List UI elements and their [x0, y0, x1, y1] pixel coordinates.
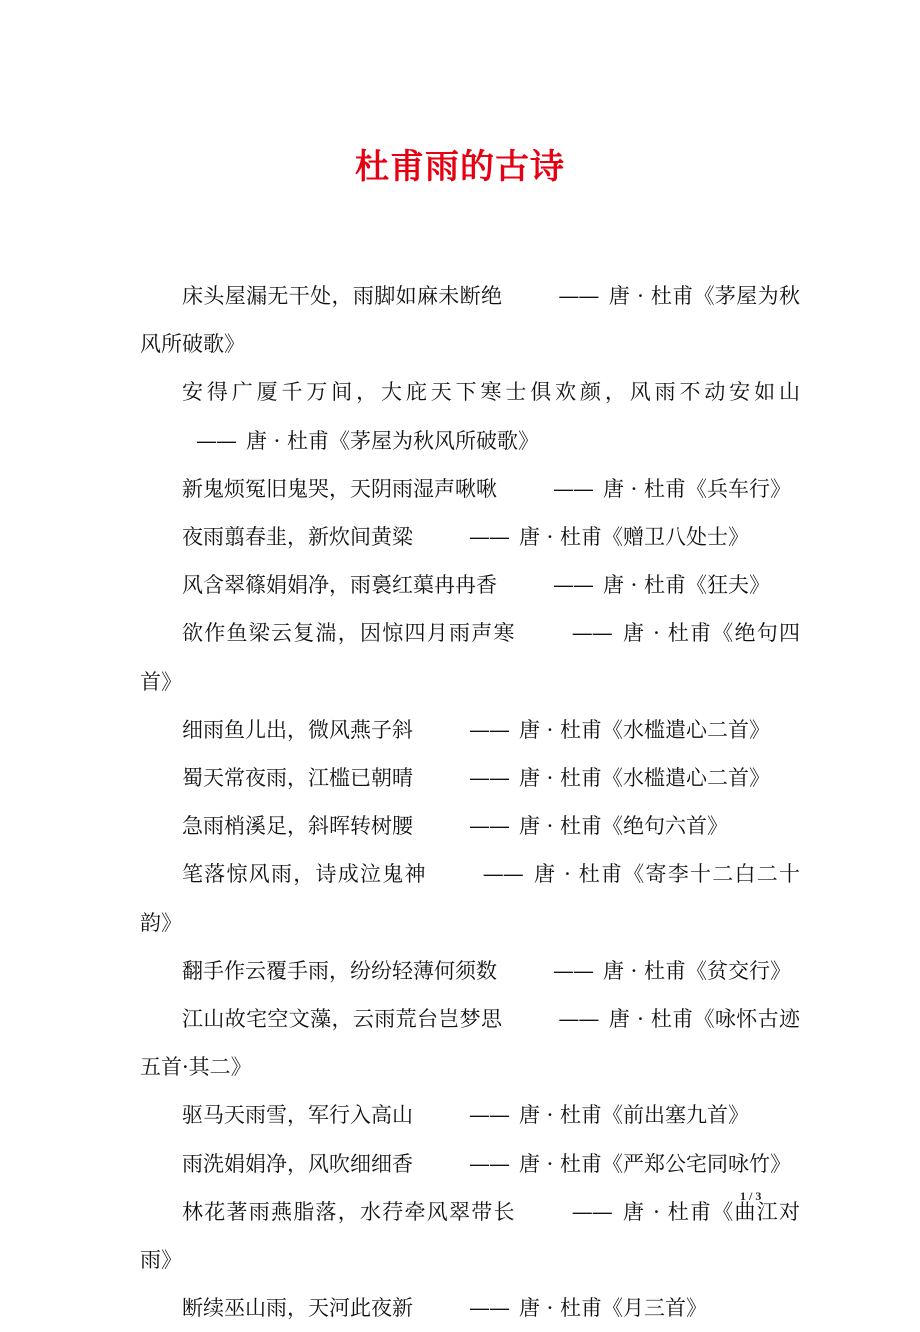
- author-label: 唐 · 杜甫: [519, 814, 603, 839]
- author-label: 唐 · 杜甫: [603, 476, 687, 501]
- verse-text: 林花著雨燕脂落，水荇牵风翠带长: [182, 1199, 516, 1224]
- poem-source: 《狂夫》: [686, 573, 771, 598]
- verse-text: 雨洗娟娟净，风吹细细香: [182, 1151, 413, 1176]
- poem-list: [140, 272, 800, 1332]
- attribution-dash: ——: [469, 1296, 509, 1321]
- verse-text: 夜雨翦春韭，新炊间黄粱: [182, 525, 413, 550]
- poem-line: [140, 995, 800, 1091]
- author-label: 唐 · 杜甫: [519, 1103, 603, 1128]
- poem-line: [140, 1284, 800, 1332]
- attribution-dash: ——: [469, 1103, 509, 1128]
- poem-source: 《茅屋为秋风所破歌》: [140, 284, 801, 357]
- poem-source: 《贫交行》: [686, 958, 792, 983]
- document-title: 杜甫雨的古诗: [355, 147, 565, 187]
- poem-line: [140, 802, 800, 850]
- verse-text: 翻手作云覆手雨，纷纷轻薄何须数: [182, 958, 497, 983]
- poem-line: [140, 272, 800, 368]
- poem-source: 《咏怀古迹五首·其二》: [140, 1007, 801, 1080]
- attribution-dash: ——: [558, 1007, 599, 1032]
- author-label: 唐 · 杜甫: [608, 1007, 694, 1032]
- verse-text: 急雨梢溪足，斜晖转树腰: [182, 814, 413, 839]
- author-label: 唐 · 杜甫: [519, 525, 603, 550]
- verse-text: 细雨鱼儿出，微风燕子斜: [182, 717, 413, 742]
- poem-line: [140, 850, 800, 946]
- poem-source: 《严郑公宅同咏竹》: [602, 1151, 792, 1176]
- verse-text: 安得广厦千万间，大庇天下寒士俱欢颜，风雨不动安如山: [182, 380, 800, 405]
- author-label: 唐 · 杜甫: [532, 862, 624, 887]
- author-label: 唐 · 杜甫: [603, 573, 687, 598]
- attribution-dash: ——: [469, 766, 509, 791]
- attribution-dash: ——: [571, 621, 612, 646]
- poem-source: 《兵车行》: [686, 476, 792, 501]
- author-label: 唐 · 杜甫: [519, 717, 603, 742]
- poem-line: [140, 368, 800, 464]
- poem-source: 《水槛遣心二首》: [602, 717, 771, 742]
- verse-text: 笔落惊风雨，诗成泣鬼神: [182, 862, 427, 887]
- attribution-dash: ——: [571, 1199, 612, 1224]
- poem-source: 《绝句四首》: [140, 621, 801, 694]
- author-label: 唐 · 杜甫: [603, 958, 687, 983]
- poem-line: [140, 1188, 800, 1284]
- poem-line: [140, 513, 800, 561]
- poem-line: [140, 1091, 800, 1139]
- poem-source: 《寄李十二白二十韵》: [140, 862, 801, 935]
- poem-source: 《前出塞九首》: [602, 1103, 750, 1128]
- attribution-dash: ——: [469, 814, 509, 839]
- verse-text: 新鬼烦冤旧鬼哭，天阴雨湿声啾啾: [182, 476, 497, 501]
- poem-line: [140, 706, 800, 754]
- poem-source: 《茅屋为秋风所破歌》: [329, 428, 540, 453]
- verse-text: 风含翠篠娟娟净，雨裛红蕖冉冉香: [182, 573, 497, 598]
- author-label: 唐 · 杜甫: [246, 428, 330, 453]
- attribution-dash: ——: [469, 525, 509, 550]
- author-label: 唐 · 杜甫: [519, 1296, 603, 1321]
- poem-line: [140, 1140, 800, 1188]
- attribution-dash: ——: [482, 862, 523, 887]
- verse-text: 蜀天常夜雨，江槛已朝晴: [182, 766, 413, 791]
- attribution-dash: ——: [469, 1151, 509, 1176]
- poem-line: [140, 465, 800, 513]
- attribution-dash: ——: [469, 717, 509, 742]
- verse-text: 断续巫山雨，天河此夜新: [182, 1296, 413, 1321]
- author-label: 唐 · 杜甫: [621, 621, 713, 646]
- attribution-dash: ——: [553, 476, 593, 501]
- attribution-dash: ——: [196, 428, 236, 453]
- verse-text: 驱马天雨雪，军行入高山: [182, 1103, 413, 1128]
- poem-line: [140, 609, 800, 705]
- author-label: 唐 · 杜甫: [519, 766, 603, 791]
- page-indicator: 1 / 3: [740, 1189, 762, 1203]
- attribution-dash: ——: [553, 573, 593, 598]
- poem-source: 《水槛遣心二首》: [602, 766, 771, 791]
- attribution-dash: ——: [558, 284, 599, 308]
- poem-source: 《赠卫八处士》: [602, 525, 750, 550]
- verse-text: 欲作鱼梁云复湍，因惊四月雨声寒: [182, 621, 516, 646]
- poem-line: [140, 561, 800, 609]
- author-label: 唐 · 杜甫: [621, 1199, 713, 1224]
- poem-source: 《月三首》: [602, 1296, 708, 1321]
- poem-source: 《曲江对雨》: [140, 1199, 801, 1273]
- poem-line: [140, 947, 800, 995]
- poem-line: [140, 754, 800, 802]
- author-label: 唐 · 杜甫: [519, 1151, 603, 1176]
- attribution-dash: ——: [553, 958, 593, 983]
- verse-text: 床头屋漏无干处，雨脚如麻未断绝: [182, 284, 503, 308]
- poem-source: 《绝句六首》: [602, 814, 729, 839]
- author-label: 唐 · 杜甫: [608, 284, 694, 308]
- verse-text: 江山故宅空文藻，云雨荒台岂梦思: [182, 1007, 503, 1032]
